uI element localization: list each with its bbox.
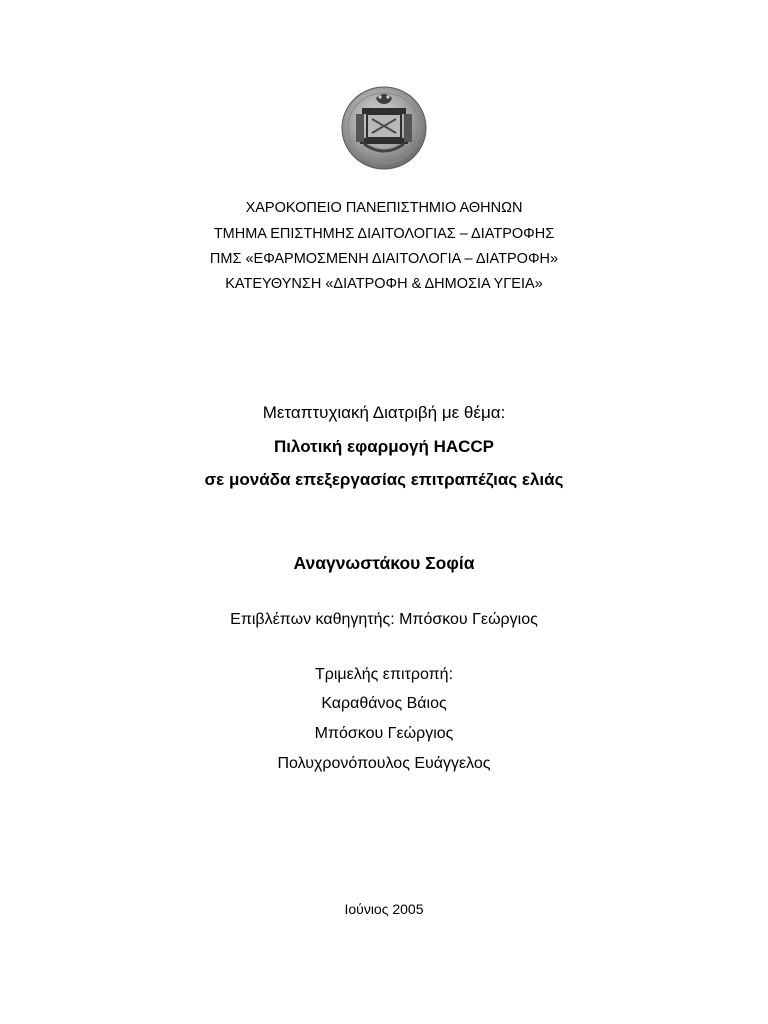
- committee-label: Τριμελής επιτροπή:: [314, 666, 454, 683]
- thesis-title-line-2: σε μονάδα επεξεργασίας επιτραπέζιας ελιάς: [204, 470, 564, 489]
- institution-line-department: ΤΜΗΜΑ ΕΠΙΣΤΗΜΗΣ ΔΙΑΙΤΟΛΟΓΙΑΣ – ΔΙΑΤΡΟΦΗΣ: [213, 226, 555, 242]
- institution-line-university: ΧΑΡΟΚΟΠΕΙΟ ΠΑΝΕΠΙΣΤΗΜΙΟ ΑΘΗΝΩΝ: [245, 200, 523, 216]
- institution-line-program: ΠΜΣ «ΕΦΑΡΜΟΣΜΕΝΗ ΔΙΑΙΤΟΛΟΓΙΑ – ΔΙΑΤΡΟΦΗ»: [209, 251, 559, 267]
- committee-member: Μπόσκου Γεώργιος: [314, 725, 454, 742]
- submission-date: Ιούνιος 2005: [344, 901, 424, 917]
- author-name: Αναγνωστάκου Σοφία: [293, 553, 475, 573]
- supervisor: Επιβλέπων καθηγητής: Μπόσκου Γεώργιος: [230, 611, 538, 628]
- thesis-lead: Μεταπτυχιακή Διατριβή με θέμα:: [262, 403, 506, 422]
- committee-member: Καραθάνος Βάιος: [321, 695, 447, 712]
- university-seal-icon: [334, 84, 434, 170]
- institution-line-specialization: ΚΑΤΕΥΘΥΝΣΗ «ΔΙΑΤΡΟΦΗ & ΔΗΜΟΣΙΑ ΥΓΕΙΑ»: [225, 276, 543, 292]
- thesis-title-line-1: Πιλοτική εφαρμογή HACCP: [273, 437, 495, 456]
- committee-member: Πολυχρονόπουλος Ευάγγελος: [277, 755, 491, 772]
